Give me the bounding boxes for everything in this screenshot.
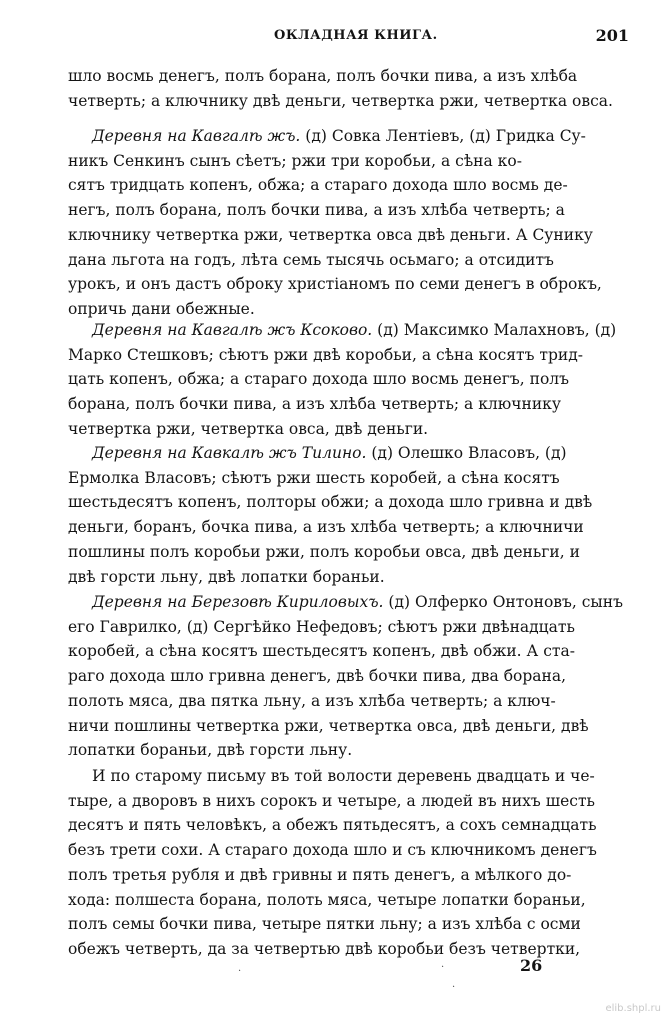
line-text: его Гаврилко, (д) Сергѣйко Нефедовъ; сѣютъ ржи двѣнадцать (68, 617, 575, 636)
print-speck: · (452, 982, 456, 993)
page-number: 201 (595, 26, 629, 45)
text-line (68, 912, 629, 937)
line-text: десятъ и пять человѣкъ, а обежъ пятьдесятъ, а сохъ семнадцать (68, 816, 597, 835)
line-text: ключнику четвертка ржи, четвертка овса двѣ деньги. А Сунику (68, 225, 593, 244)
text-line (68, 367, 629, 392)
text-line (68, 813, 629, 838)
text-line (68, 615, 629, 640)
village-heading: Деревня на Березовѣ Кириловыхъ. (92, 593, 384, 611)
text-line (68, 318, 629, 343)
line-text: (д) Совка Лентіевъ, (д) Гридка Су- (300, 127, 586, 145)
line-text: (д) Максимко Малахновъ, (д) (372, 321, 617, 339)
line-text: Марко Стешковъ; сѣютъ ржи двѣ коробьи, а сѣна косятъ трид- (68, 345, 583, 364)
watermark: elib.shpl.ru (605, 1003, 661, 1014)
text-line (68, 248, 629, 273)
line-text: полъ семы бочки пива, четыре пятки льну; а изъ хлѣба с осми (68, 915, 581, 934)
running-header (68, 26, 629, 48)
text-line (68, 838, 629, 863)
text-line (68, 343, 629, 368)
text-line (68, 149, 629, 174)
line-text: полоть мяса, два пятка льну, а изъ хлѣба четверть; а ключ- (68, 691, 556, 710)
running-title: ОКЛАДНАЯ КНИГА. (274, 28, 438, 43)
line-text: деньги, боранъ, бочка пива, а изъ хлѣба четверть; а ключничи (68, 518, 584, 537)
line-text: шло восмь денегъ, полъ борана, полъ бочки пива, а изъ хлѣба (68, 67, 578, 85)
line-text: (д) Олешко Власовъ, (д) (366, 444, 567, 462)
text-line (68, 272, 629, 297)
text-line (68, 689, 629, 714)
line-text: И по старому письму въ той волости деревень двадцать и че- (92, 767, 595, 785)
text-line (68, 223, 629, 248)
line-text: шестьдесятъ копенъ, полторы обжи; а дохода шло гривна и двѣ (68, 493, 593, 512)
line-text: четверть; а ключнику двѣ деньги, четвертка ржи, четвертка овса. (68, 91, 613, 110)
text-line (68, 515, 629, 540)
text-line (68, 764, 629, 789)
line-text: (д) Олферко Онтоновъ, сынъ (383, 593, 623, 611)
line-text: тыре, а дворовъ в нихъ сорокъ и четыре, а людей въ нихъ шесть (68, 791, 595, 810)
paragraph (68, 318, 629, 442)
line-text: двѣ горсти льну, двѣ лопатки бораньи. (68, 567, 385, 586)
line-text: сятъ тридцать копенъ, обжа; а стараго дохода шло восмь де- (68, 176, 568, 195)
paragraph (68, 124, 629, 322)
line-text: раго дохода шло гривна денегъ, двѣ бочки пива, два борана, (68, 667, 567, 686)
line-text: опричь дани обежные. (68, 299, 255, 318)
line-text: негъ, полъ борана, полъ бочки пива, а изъ хлѣба четверть; а (68, 201, 565, 220)
text-line (68, 789, 629, 814)
text-line (68, 490, 629, 515)
text-line (68, 441, 629, 466)
paragraph (68, 590, 629, 763)
text-line (68, 888, 629, 913)
text-line (68, 64, 629, 89)
line-text: пошлины полъ коробьи ржи, полъ коробьи овса, двѣ деньги, и (68, 542, 580, 561)
line-text: лопатки бораньи, двѣ горсти льну. (68, 741, 353, 760)
text-line (68, 198, 629, 223)
village-heading: Деревня на Кавкалѣ жъ Тилино. (92, 444, 367, 462)
print-speck: · (238, 966, 242, 977)
line-text: дана льгота на годъ, лѣта семь тысячь осьмаго; а отсидитъ (68, 250, 554, 269)
line-text: безъ трети сохи. А стараго дохода шло и съ ключникомъ денегъ (68, 841, 597, 860)
line-text: четвертка ржи, четвертка овса, двѣ деньги. (68, 419, 429, 438)
line-text: никъ Сенкинъ сынъ сѣетъ; ржи три коробьи, а сѣна ко- (68, 151, 522, 170)
text-line (68, 714, 629, 739)
text-line (68, 590, 629, 615)
text-line (68, 173, 629, 198)
village-heading: Деревня на Кавгалѣ жъ. (92, 127, 301, 145)
text-line (68, 466, 629, 491)
text-line (68, 738, 629, 763)
village-heading: Деревня на Кавгалѣ жъ Ксоково. (92, 321, 373, 339)
line-text: цать копенъ, обжа; а стараго дохода шло восмь денегъ, полъ (68, 370, 570, 389)
text-line (68, 664, 629, 689)
line-text: полъ третья рубля и двѣ гривны и пять денегъ, а мѣлкого до- (68, 865, 572, 884)
text-line (68, 863, 629, 888)
text-line (68, 565, 629, 590)
signature-mark: 26 (520, 956, 543, 975)
line-text: коробей, а сѣна косятъ шестьдесятъ копенъ, двѣ обжи. А ста- (68, 642, 575, 661)
text-line (68, 937, 629, 962)
text-line (68, 124, 629, 149)
text-line (68, 417, 629, 442)
paragraph (68, 764, 629, 962)
text-line (68, 392, 629, 417)
line-text: борана, полъ бочки пива, а изъ хлѣба четверть; а ключнику (68, 395, 561, 414)
line-text: хода: полшеста борана, полоть мяса, четыре лопатки бораньи, (68, 890, 586, 909)
text-line (68, 540, 629, 565)
line-text: урокъ, и онъ дастъ оброку христіаномъ по семи денегъ в оброкъ, (68, 275, 602, 294)
text-line (68, 89, 629, 114)
line-text: ничи пошлины четвертка ржи, четвертка овса, двѣ деньги, двѣ (68, 716, 589, 735)
print-speck: · (441, 962, 445, 973)
line-text: Ермолка Власовъ; сѣютъ ржи шесть коробей, а сѣна косятъ (68, 468, 560, 487)
line-text: обежъ четверть, да за четвертью двѣ коробьи безъ четвертки, (68, 939, 581, 958)
paragraph (68, 441, 629, 589)
paragraph (68, 64, 629, 113)
text-line (68, 639, 629, 664)
